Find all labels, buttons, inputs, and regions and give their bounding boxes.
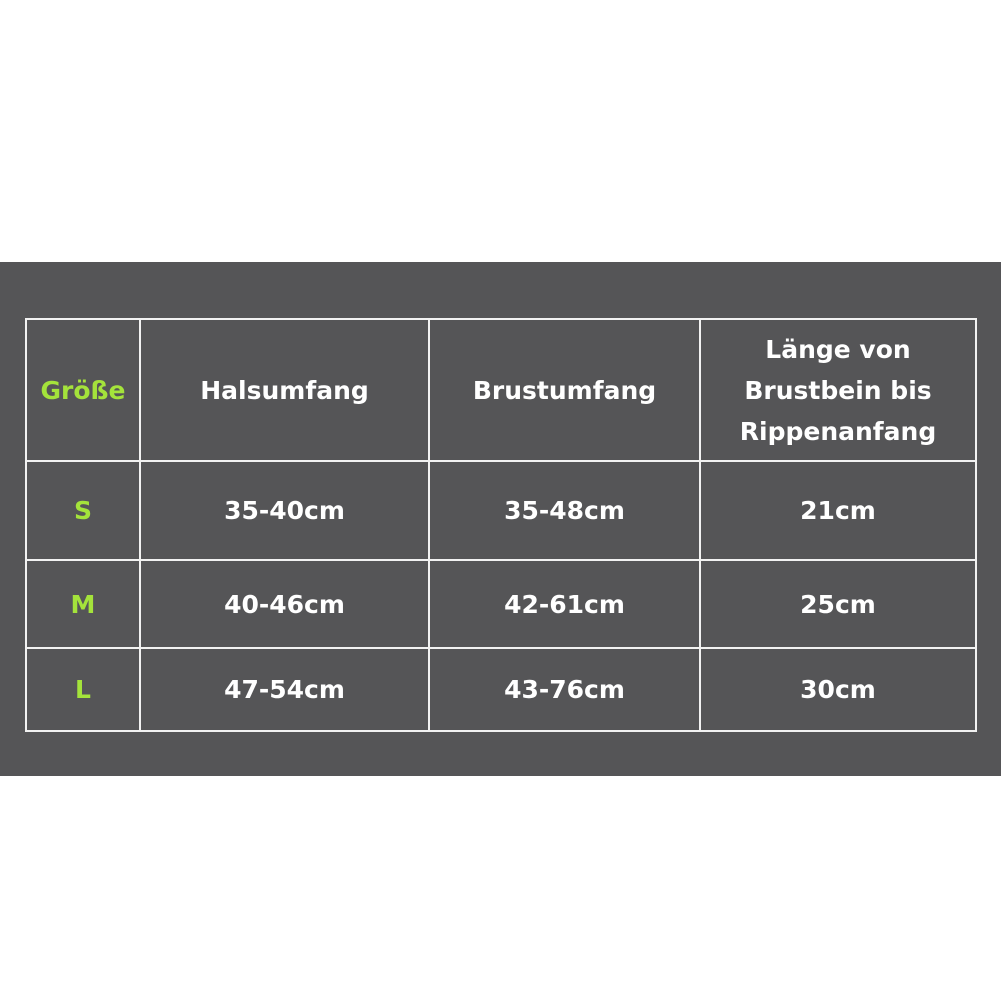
header-neck-circumference: Halsumfang: [140, 319, 429, 461]
neck-value: 40-46cm: [140, 560, 429, 648]
length-value: 25cm: [700, 560, 976, 648]
size-label: L: [26, 648, 140, 731]
chest-value: 35-48cm: [429, 461, 700, 560]
table-row: [26, 461, 976, 560]
neck-value: 35-40cm: [140, 461, 429, 560]
size-label: M: [26, 560, 140, 648]
table-row: [26, 648, 976, 731]
size-table: [25, 318, 977, 732]
chest-value: 42-61cm: [429, 560, 700, 648]
header-row: [26, 319, 976, 461]
table-row: [26, 560, 976, 648]
header-chest-circumference: Brustumfang: [429, 319, 700, 461]
length-value: 30cm: [700, 648, 976, 731]
header-size: Größe: [26, 319, 140, 461]
chest-value: 43-76cm: [429, 648, 700, 731]
neck-value: 47-54cm: [140, 648, 429, 731]
size-label: S: [26, 461, 140, 560]
header-length: Länge von Brustbein bis Rippenanfang: [700, 319, 976, 461]
length-value: 21cm: [700, 461, 976, 560]
